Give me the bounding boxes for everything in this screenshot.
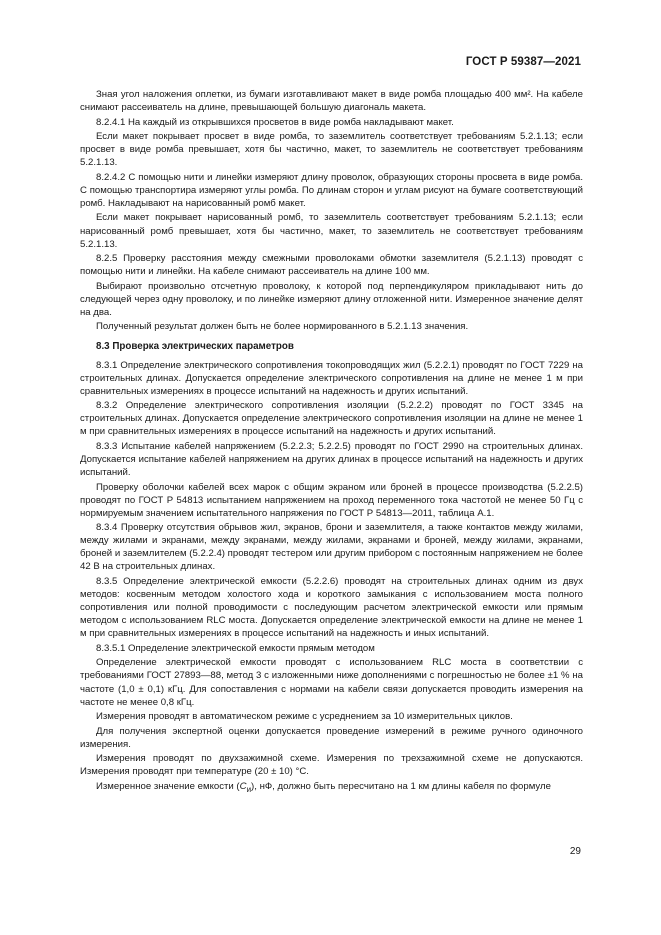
capacitance-subscript: и bbox=[246, 784, 252, 794]
paragraph: 8.2.4.1 На каждый из открывшихся просветов в виде ромба накладывают макет. bbox=[96, 116, 454, 128]
document-body bbox=[80, 88, 583, 796]
paragraph: 8.3.5 Определение электрической емкости (5.2.2.6) проводят на строительных длинах одним из двух методов: косвенным методом холостого хода и короткого замыкания с использованием моста полного сопротивления или полной проводимости с последующим расчетом электрической емкости или прямым методом с использованием RLC моста. Допускается определение электрической емкости на длине не менее 1 м при сравнительных измерениях в процессе испытаний на надежность и иных испытаний. bbox=[80, 575, 583, 640]
paragraph: 8.3.1 Определение электрического сопротивления токопроводящих жил (5.2.2.1) проводят по ГОСТ 7229 на строительных длинах. Допускается определение электрического сопротивления на длине не менее 1 м при сравнительных измерениях в процессе испытаний на надежность и других испытаний. bbox=[80, 359, 583, 397]
paragraph: Выбирают произвольно отсчетную проволоку, к которой под перпендикуляром прикладывают нить до следующей через одну проволоку, и по линейке измеряют длину отложенной нити. Измеренное значение делят на два. bbox=[80, 280, 583, 318]
text-before: Измеренное значение емкости ( bbox=[96, 780, 240, 792]
paragraph: Зная угол наложения оплетки, из бумаги изготавливают макет в виде ромба площадью 400 мм². На кабеле снимают рассеиватель на длине, превышающей большую диагональ макета. bbox=[80, 89, 583, 114]
paragraph: Если макет покрывает просвет в виде ромба, то заземлитель соответствует требованиям 5.2.1.13; если просвет в виде ромба превышает, хотя бы частично, макет, то заземлитель не соответствует требованиям 5.2.1.13. bbox=[80, 131, 583, 169]
paragraph: Проверку оболочки кабелей всех марок с общим экраном или броней в процессе производства (5.2.2.5) проводят по ГОСТ Р 54813 испытанием напряжением на проход переменного тока частотой не менее 50 Гц с нормируемым значением испытательного напряжения по ГОСТ Р 54813—2011, таблица А.1. bbox=[80, 481, 583, 519]
capacitance-symbol: C bbox=[239, 780, 247, 792]
text-after: ), нФ, должно быть пересчитано на 1 км длины кабеля по формуле bbox=[251, 780, 551, 792]
paragraph: 8.3.2 Определение электрического сопротивления изоляции (5.2.2.2) проводят по ГОСТ 3345 на строительных длинах. Допускается определение электрического сопротивления изоляции на длине не менее 1 м при сравнительных измерениях в процессе испытаний на надежность и других испытаний. bbox=[80, 400, 583, 438]
paragraph: Полученный результат должен быть не более нормированного в 5.2.1.13 значения. bbox=[96, 321, 469, 333]
paragraph: Если макет покрывает нарисованный ромб, то заземлитель соответствует требованиям 5.2.1.13; если нарисованный ромб превышает, хотя бы частично, макет, то заземлитель не соответствует требованиям 5.2.1.13. bbox=[80, 212, 583, 250]
paragraph: 8.3.4 Проверку отсутствия обрывов жил, экранов, брони и заземлителя, а также контактов между жилами, между жилами и экранами, между экранами, между жилами, экранами и броней, между жилами, экранами, броней и заземлителем (5.2.2.4) проводят тестером или другим прибором с постоянным напряжением не более 42 В на строительных длинах. bbox=[80, 522, 583, 573]
paragraph: Измерения проводят в автоматическом режиме с усреднением за 10 измерительных циклов. bbox=[96, 711, 513, 723]
paragraph: Измерения проводят по двухзажимной схеме. Измерения по трехзажимной схеме не допускаются. Измерения проводят при температуре (20 ± 10) °С. bbox=[80, 753, 583, 778]
paragraph: 8.2.4.2 С помощью нити и линейки измеряют длину проволок, образующих стороны просвета в виде ромба. С помощью транспортира измеряют углы ромба. По длинам сторон и углам рисуют на бумаге соответствующий ромб. Накладывают на нарисованный ромб макет. bbox=[80, 171, 583, 209]
paragraph-capacitance-formula-intro bbox=[80, 780, 583, 796]
paragraph: 8.2.5 Проверку расстояния между смежными проволоками обмотки заземлителя (5.2.1.13) проводят с помощью нити и линейки. На кабеле снимают рассеиватель на длине 100 мм. bbox=[80, 253, 583, 278]
paragraph: Для получения экспертной оценки допускается проведение измерений в режиме ручного одиночного измерения. bbox=[80, 725, 583, 750]
page-number: 29 bbox=[569, 846, 581, 857]
section-heading: 8.3 Проверка электрических параметров bbox=[96, 341, 294, 353]
paragraph: Определение электрической емкости проводят с использованием RLC моста в соответствии с требованиями ГОСТ 27893—88, метод 3 с изложенными ниже дополнениями с погрешностью не более ±1 % на частоте (1,0 ± 0,1) кГц. Для сопоставления с нормами на кабели связи допускается проводить измерения на частоте не менее 0,8 кГц. bbox=[80, 657, 583, 708]
standard-code-header: ГОСТ Р 59387—2021 bbox=[465, 56, 581, 68]
subsection-title: 8.3.5.1 Определение электрической емкости прямым методом bbox=[96, 642, 375, 654]
paragraph: 8.3.3 Испытание кабелей напряжением (5.2.2.3; 5.2.2.5) проводят по ГОСТ 2990 на строительных длинах. Допускается испытание кабелей напряжением на других длинах в процессе испытаний на надежность и других испытаний. bbox=[80, 440, 583, 479]
